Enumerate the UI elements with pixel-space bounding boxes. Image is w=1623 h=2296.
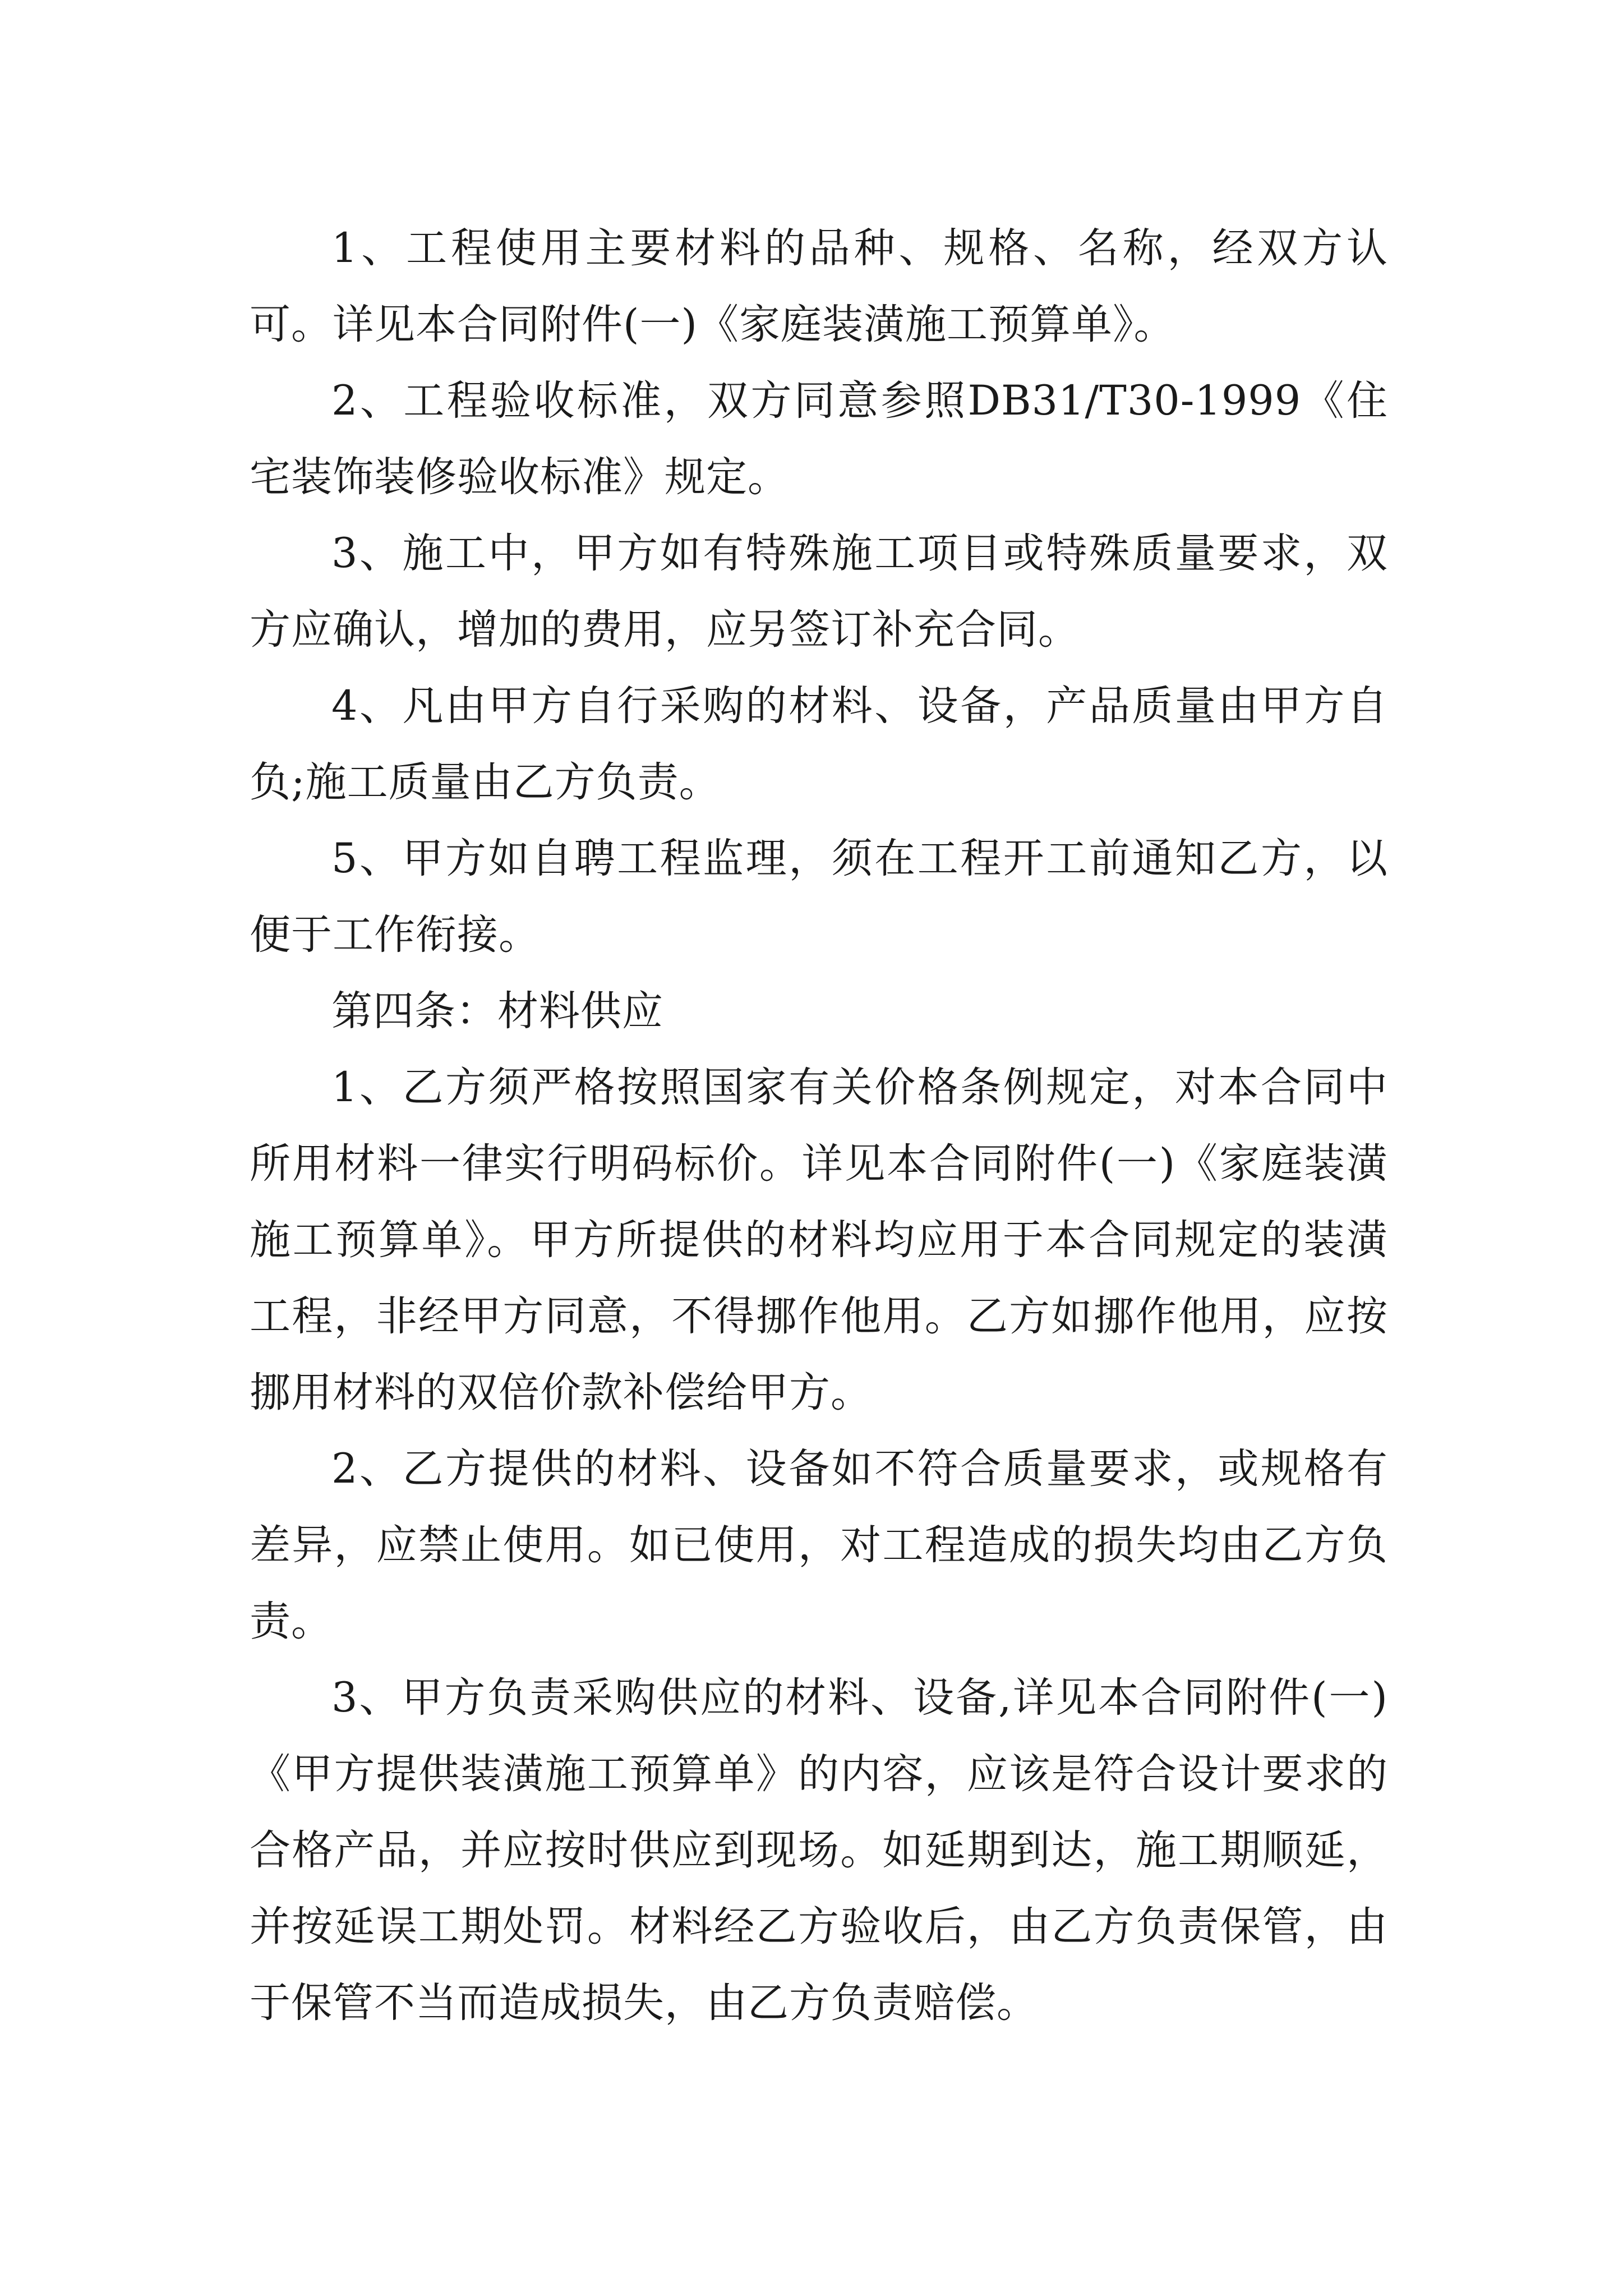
- clause-3-item-3: 3、施工中，甲方如有特殊施工项目或特殊质量要求，双方应确认，增加的费用，应另签订补充合同。: [250, 530, 1388, 654]
- document-page: [250, 210, 1388, 2041]
- clause-3-item-1: 1、工程使用主要材料的品种、规格、名称，经双方认可。详见本合同附件(一)《家庭装潢施工预算单》。: [250, 224, 1388, 348]
- clause-3-item-4: 4、凡由甲方自行采购的材料、设备，产品质量由甲方自负;施工质量由乙方负责。: [250, 682, 1388, 806]
- section-heading-clause-4: 第四条：材料供应: [331, 987, 663, 1035]
- clause-4-item-3: 3、甲方负责采购供应的材料、设备,详见本合同附件(一)《甲方提供装潢施工预算单》的内容，应该是符合设计要求的合格产品，并应按时供应到现场。如延期到达，施工期顺延，并按延误工期处罚。材料经乙方验收后，由乙方负责保管，由于保管不当而造成损失，由乙方负责赔偿。: [250, 1674, 1388, 2027]
- clause-3-item-5: 5、甲方如自聘工程监理，须在工程开工前通知乙方，以便于工作衔接。: [250, 835, 1388, 959]
- clause-4-item-2: 2、乙方提供的材料、设备如不符合质量要求，或规格有差异，应禁止使用。如已使用，对工程造成的损失均由乙方负责。: [250, 1445, 1388, 1645]
- clause-3-item-2: 2、工程验收标准，双方同意参照DB31/T30-1999《住宅装饰装修验收标准》规定。: [250, 377, 1388, 501]
- clause-4-item-1: 1、乙方须严格按照国家有关价格条例规定，对本合同中所用材料一律实行明码标价。详见本合同附件(一)《家庭装潢施工预算单》。甲方所提供的材料均应用于本合同规定的装潢工程，非经甲方同意，不得挪作他用。乙方如挪作他用，应按挪用材料的双倍价款补偿给甲方。: [250, 1064, 1388, 1416]
